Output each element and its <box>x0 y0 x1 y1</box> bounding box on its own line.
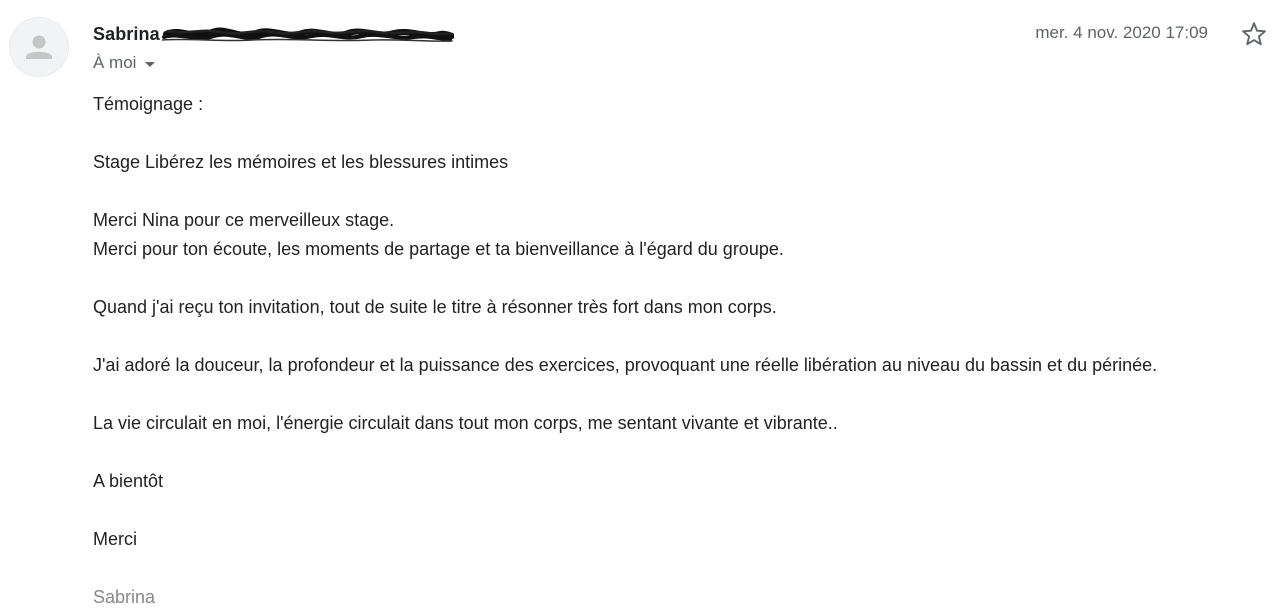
email-body <box>93 90 1273 611</box>
chevron-down-icon <box>145 62 155 67</box>
recipient-label: À moi <box>93 53 137 72</box>
body-closing-2: Merci <box>93 529 137 549</box>
body-exercises: J'ai adoré la douceur, la profondeur et la puissance des exercices, provoquant une réelle libération au niveau du bassin et du périnée. <box>93 355 1158 375</box>
body-closing-1: A bientôt <box>93 471 164 491</box>
star-button[interactable] <box>1240 20 1268 48</box>
body-heading: Témoignage : <box>93 94 204 114</box>
redacted-sender-email <box>162 23 454 45</box>
body-energy: La vie circulait en moi, l'énergie circulait dans tout mon corps, me sentant vivante et vibrante.. <box>93 413 838 433</box>
body-invitation: Quand j'ai reçu ton invitation, tout de suite le titre à résonner très fort dans mon corps. <box>93 297 777 317</box>
sender-row <box>93 22 454 46</box>
recipient-dropdown[interactable] <box>93 52 155 74</box>
body-signature: Sabrina <box>93 587 156 607</box>
person-icon <box>10 18 68 76</box>
body-stage-title: Stage Libérez les mémoires et les blessures intimes <box>93 152 509 172</box>
body-thanks-line-1: Merci Nina pour ce merveilleux stage. <box>93 210 395 230</box>
sender-name[interactable]: Sabrina <box>93 23 160 44</box>
body-thanks-line-2: Merci pour ton écoute, les moments de partage et ta bienveillance à l'égard du groupe. <box>93 239 784 259</box>
email-date: mer. 4 nov. 2020 17:09 <box>1035 23 1208 42</box>
sender-avatar[interactable] <box>9 17 69 77</box>
star-outline-icon <box>1240 20 1268 48</box>
